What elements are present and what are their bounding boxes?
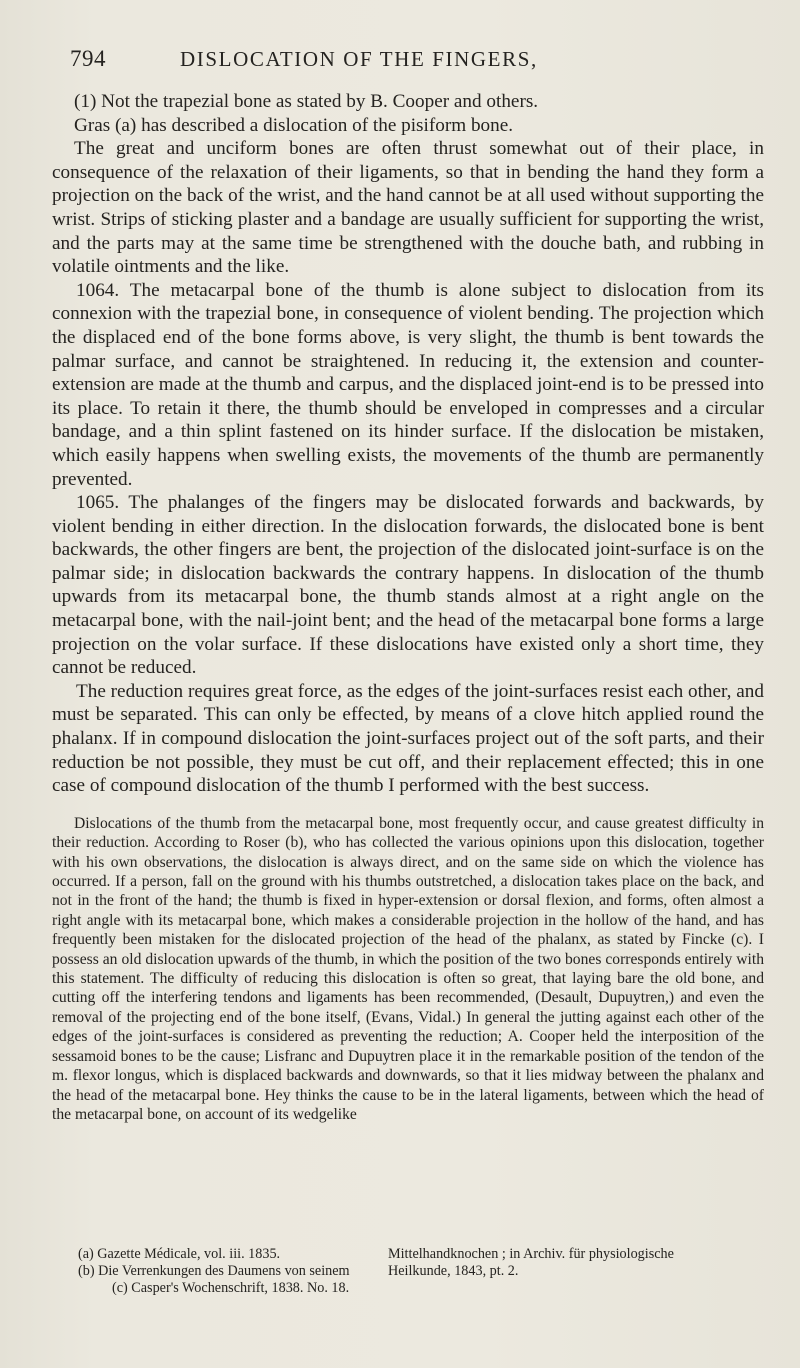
main-text <box>52 90 764 798</box>
footnotes <box>52 1246 764 1297</box>
running-head: DISLOCATION OF THE FINGERS, <box>180 47 538 71</box>
footnote-c: (c) Casper's Wochenschrift, 1838. No. 18. <box>112 1280 350 1296</box>
paragraph-1064: 1064. The metacarpal bone of the thumb is alone subject to dislocation from its connexion with the trapezial bone, in consequence of violent bending. The projection which the displaced end of the bone forms above, is very slight, the thumb is bent towards the palmar surface, and cannot be straightened. In reducing it, the extension and counter-extension are made at the thumb and carpus, and the displaced joint-end is to be pressed into its place. To retain it there, the thumb should be enveloped in compresses and a circular bandage, and a thin splint fastened on its hinder surface. If the dislocation be mistaken, which easily happens when swelling exists, the movements of the thumb are permanently prevented. <box>52 279 764 490</box>
paragraph-thumb-dislocations: Dislocations of the thumb from the metacarpal bone, most frequently occur, and cause greatest difficulty in their reduction. According to Roser (b), who has collected the various opinions upon this dislocation, together with his own observations, the dislocation is always direct, and on the same side on which the violence has occurred. If a person, fall on the ground with his thumbs outstretched, a dislocation takes place on the back, and not in the front of the hand; the thumb is fixed in hyper-extension or dorsal flexion, and forms, often almost a right angle with its metacarpal bone, which makes a considerable projection in the hollow of the hand, and has frequently been mistaken for the dislocated projection of the head of the phalanx, as stated by Fincke (c). I possess an old dislocation upwards of the thumb, in which the position of the two bones corresponds entirely with this statement. The difficulty of reducing this dislocation is often so great, that laying bare the old bone, and cutting off the interfering tendons and ligaments has been recommended, (Desault, Dupuytren,) and even the removal of the projecting end of the bone itself, (Evans, Vidal.) In general the jutting against each other of the edges of the joint-surfaces is considered as preventing the reduction; A. Cooper held the interposition of the sessamoid bones to be the cause; Lisfranc and Dupuytren place it in the remarkable position of the tendon of the m. flexor longus, which is displaced backwards and downwards, so that it lies midway between the phalanx and the head of the metacarpal bone. Hey thinks the cause to be in the lateral ligaments, between which the head of the metacarpal bone, on account of its wedgelike <box>52 814 764 1123</box>
footnote-a <box>52 1246 764 1263</box>
paragraph-reduction: The reduction requires great force, as the edges of the joint-surfaces resist each other, and must be separated. This can only be effected, by means of a clove hitch applied round the phalanx. If in compound dislocation the joint-surfaces project out of the soft parts, and their reduction be not possible, they must be cut off, and their replacement effected; this in one case of compound dislocation of the thumb I performed with the best success. <box>52 680 764 797</box>
page-header <box>70 46 750 76</box>
paragraph-trapezial-note: (1) Not the trapezial bone as stated by B. Cooper and others. <box>74 91 539 112</box>
page-body <box>52 90 764 1124</box>
paragraph-1065: 1065. The phalanges of the fingers may be dislocated forwards and backwards, by violent bending in either direction. In the dislocation forwards, the dislocated bone is bent backwards, the other fingers are bent, the projection of the dislocated joint-surface is on the palmar side; in dislocation backwards the contrary happens. In dislocation of the thumb upwards from its metacarpal bone, the thumb stands almost at a right angle on the metacarpal bone, with the nail-joint bent; and the head of the metacarpal bone forms a large projection on the volar surface. If these dislocations have existed only a short time, they cannot be reduced. <box>52 492 764 679</box>
footnote-b <box>52 1263 764 1280</box>
paragraph-great-unciform: The great and unciform bones are often thrust somewhat out of their place, in consequence of the relaxation of their ligaments, so that in bending the hand they form a projection on the back of the wrist, and the hand cannot be at all used without supporting the wrist. Strips of sticking plaster and a bandage are usually sufficient for supporting the wrist, and the parts may at the same time be strengthened with the douche bath, and rubbing in volatile ointments and the like. <box>52 138 764 278</box>
footnote-b-continuation: Heilkunde, 1843, pt. 2. <box>388 1263 519 1279</box>
footnote-a-continuation: Mittelhandknochen ; in Archiv. für physiologische <box>388 1246 674 1262</box>
paragraph-pisiform: Gras (a) has described a dislocation of the pisiform bone. <box>74 114 514 136</box>
footnote-b-text: (b) Die Verrenkungen des Daumens von seinem <box>78 1263 350 1279</box>
page-number: 794 <box>70 46 106 71</box>
small-print-note <box>52 814 764 1125</box>
footnote-a-text: (a) Gazette Médicale, vol. iii. 1835. <box>78 1246 281 1262</box>
